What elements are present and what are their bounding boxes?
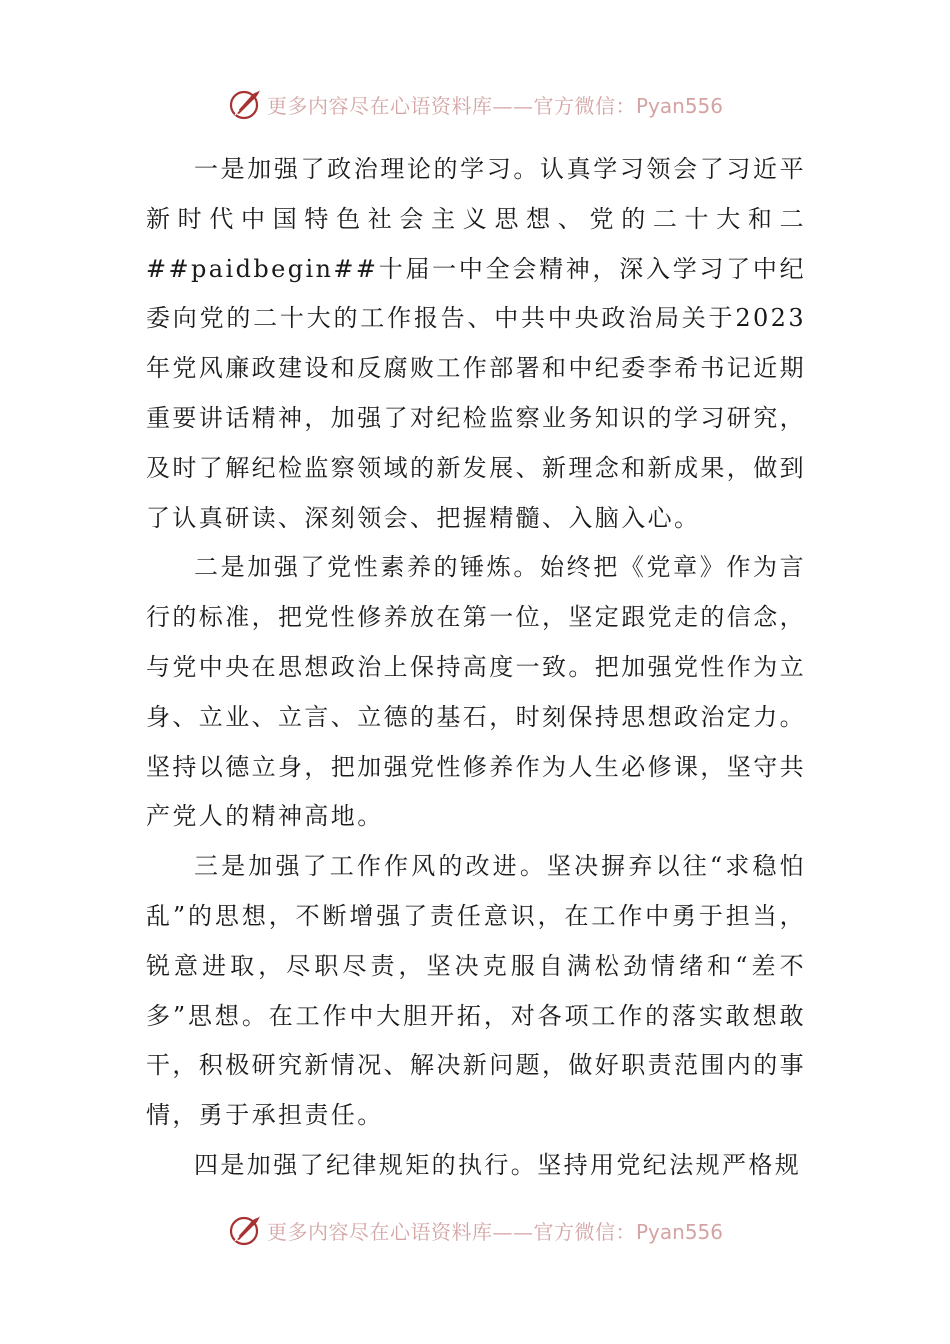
header-watermark-text: 更多内容尽在心语资料库——官方微信：Pyan556 [266, 93, 723, 118]
document-body [146, 145, 806, 1191]
paragraph-work-style: 三是加强了工作作风的改进。坚决摒弃以往“求稳怕乱”的思想，不断增强了责任意识，在工作中勇于担当，锐意进取，尽职尽责，坚决克服自满松劲情绪和“差不多”思想。在工作中大胆开拓，对各项工作的落实敢想敢干，积极研究新情况、解决新问题，做好职责范围内的事情，勇于承担责任。 [146, 852, 806, 1130]
quill-pen-logo-icon [227, 1212, 263, 1248]
footer-watermark-text: 更多内容尽在心语资料库——官方微信：Pyan556 [266, 1219, 723, 1244]
footer-watermark-banner [0, 1208, 950, 1252]
quill-pen-logo-icon [227, 86, 263, 122]
paragraph-party-spirit: 二是加强了党性素养的锤炼。始终把《党章》作为言行的标准，把党性修养放在第一位，坚定跟党走的信念，与党中央在思想政治上保持高度一致。把加强党性作为立身、立业、立言、立德的基石，时刻保持思想政治定力。坚持以德立身，把加强党性修养作为人生必修课，坚守共产党人的精神高地。 [146, 553, 806, 831]
paragraph-discipline: 四是加强了纪律规矩的执行。坚持用党纪法规严格规 [194, 1150, 802, 1179]
header-watermark-banner [0, 82, 950, 126]
paragraph-political-theory: 一是加强了政治理论的学习。认真学习领会了习近平新时代中国特色社会主义思想、党的二十大和二##paidbegin##十届一中全会精神，深入学习了中纪委向党的二十大的工作报告、中共中央政治局关于2023年党风廉政建设和反腐败工作部署和中纪委李希书记近期重要讲话精神，加强了对纪检监察业务知识的学习研究，及时了解纪检监察领域的新发展、新理念和新成果，做到了认真研读、深刻领会、把握精髓、入脑入心。 [146, 155, 806, 532]
